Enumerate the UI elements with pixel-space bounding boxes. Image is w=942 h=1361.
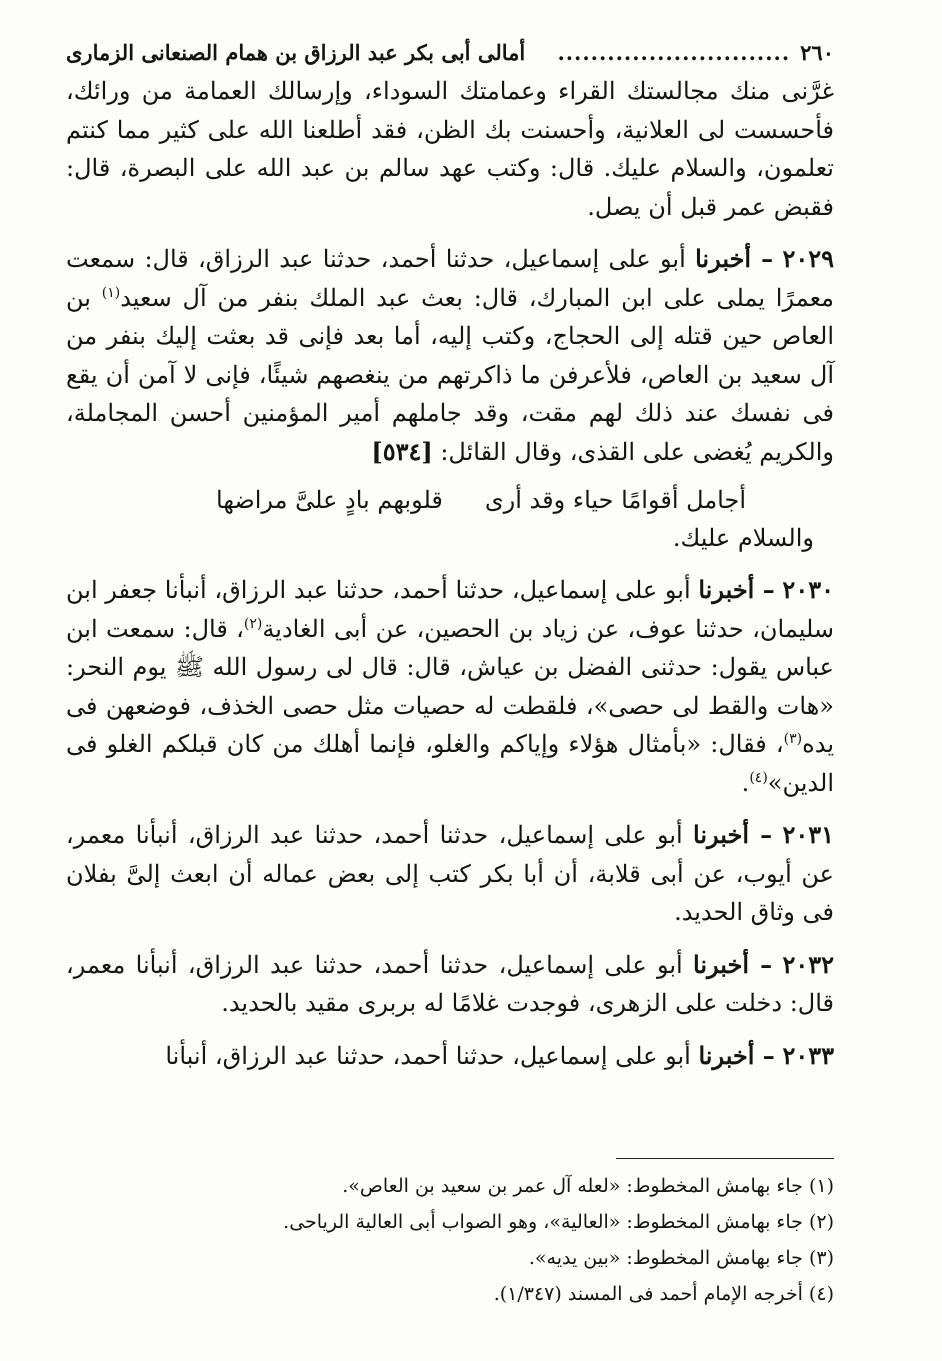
intro-paragraph: غرَّنى منك مجالستك القراء وعمامتك السوداء، وإرسالك العمامة من ورائك، فأحسست لى العلانية، وأحسنت بك الظن، فقد أطلعنا الله على كثير مما كنتم تعلمون، والسلام عليك. قال: وكتب عهد سالم بن عبد الله على البصرة، قال: فقبض عمر قبل أن يصل. (66, 77, 834, 221)
hadith-number: ٢٠٣١ (782, 820, 834, 849)
hadith-text: بن العاص حين قتله إلى الحجاج، وكتب إليه، أما بعد فإنى قد بعثت إليك بنفر من آل سعيد بن العاص، فلأعرفن ما ذاكرتهم من ينغصهم شيئًا، فإنى لا آمن أن يقع فى نفسك عند ذلك لهم مقت، وقد جاملهم أمير المؤمنين أحسن المجاملة، والكريم يُغضى على القذى، وقال القائل: (66, 283, 834, 466)
manuscript-reference: [٥٣٤] (371, 436, 433, 466)
hadith-text: ، قال: سمعت ابن عباس يقول: حدثنى الفضل بن عياش، قال: قال لى رسول الله ﷺ يوم النحر: «هات والقط لى حصى»، فلقطت له حصيات مثل حصى الخذف، فوضعهن فى يده (66, 614, 834, 758)
footnote-3: (٣) جاء بهامش المخطوط: «بين يديه». (528, 1247, 834, 1269)
hadith-label: – أخبرنا (695, 244, 774, 273)
hadith-text: ، فقال: «بأمثال هؤلاء وإياكم والغلو، فإنما أهلك من كان قبلكم الغلو فى الدين» (66, 730, 834, 797)
hadith-text: أبو على إسماعيل، حدثنا أحمد، حدثنا عبد الرزاق، أنبأنا معمر، عن أيوب، عن أبى قلابة، أن أبا بكر كتب إلى بعض عماله أن ابعث إلىَّ بفلان فى وثاق الحديد. (66, 821, 834, 926)
hadith-2031 (66, 816, 834, 932)
verse-closing: والسلام عليك. (672, 524, 814, 552)
footnote-divider (616, 1158, 834, 1159)
page-number: ٢٦٠ (800, 40, 834, 65)
poetry-verse (216, 481, 746, 519)
footnote-marker: (٣) (783, 731, 803, 747)
hadith-number: ٢٠٣٢ (782, 949, 834, 979)
hadith-text: أبو على إسماعيل، حدثنا أحمد، حدثنا عبد الرزاق، أنبأنا جعفر ابن سليمان، حدثنا عوف، عن زياد بن الحصين، عن أبى الغادية (66, 576, 834, 643)
verse-hemistich-first: أجامل أقوامًا حياء وقد أرى (484, 486, 746, 514)
footnote-4: (٤) أخرجه الإمام أحمد فى المسند (١/٣٤٧). (493, 1283, 834, 1305)
dot-leader: ............................ (557, 40, 791, 65)
hadith-label: – أخبرنا (698, 575, 775, 604)
hadith-number: ٢٠٣٣ (782, 1040, 834, 1070)
verse-hemistich-second: قلوبهم بادٍ علىَّ مراضها (216, 486, 443, 514)
footnote-marker: (٢) (243, 615, 263, 632)
hadith-label: – أخبرنا (693, 949, 773, 979)
hadith-2033 (66, 1037, 834, 1076)
hadith-2029 (66, 240, 834, 471)
hadith-label: – أخبرنا (698, 1040, 775, 1070)
hadith-2030 (66, 571, 834, 802)
hadith-text: أبو على إسماعيل، حدثنا أحمد، حدثنا عبد الرزاق، قال: سمعت معمرًا يملى على ابن المبارك، قال: بعث عبد الملك بنفر من آل سعيد (66, 245, 835, 312)
hadith-label: – أخبرنا (693, 820, 773, 849)
footnote-marker: (٤) (749, 769, 768, 786)
hadith-text: أبو على إسماعيل، حدثنا أحمد، حدثنا عبد الرزاق، أنبأنا معمر، قال: دخلت على الزهرى، فوجدت غلامًا له بربرى مقيد بالحديد. (66, 950, 834, 1017)
book-title: أمالى أبى بكر عبد الرزاق بن همام الصنعانى الزمارى (66, 40, 526, 65)
running-head (66, 38, 834, 72)
footnote-1: (١) جاء بهامش المخطوط: «لعله آل عمر بن سعيد بن العاص». (342, 1175, 834, 1197)
hadith-number: ٢٠٣٠ (782, 575, 834, 604)
hadith-text: . (741, 768, 750, 797)
hadith-number: ٢٠٢٩ (782, 244, 834, 273)
footnotes (66, 1168, 834, 1312)
footnote-2: (٢) جاء بهامش المخطوط: «العالية»، وهو الصواب أبى العالية الرياحى. (283, 1211, 834, 1233)
footnote-marker: (١) (101, 284, 121, 301)
hadith-2032 (66, 946, 834, 1023)
hadith-text: أبو على إسماعيل، حدثنا أحمد، حدثنا عبد الرزاق، أنبأنا (165, 1041, 699, 1070)
